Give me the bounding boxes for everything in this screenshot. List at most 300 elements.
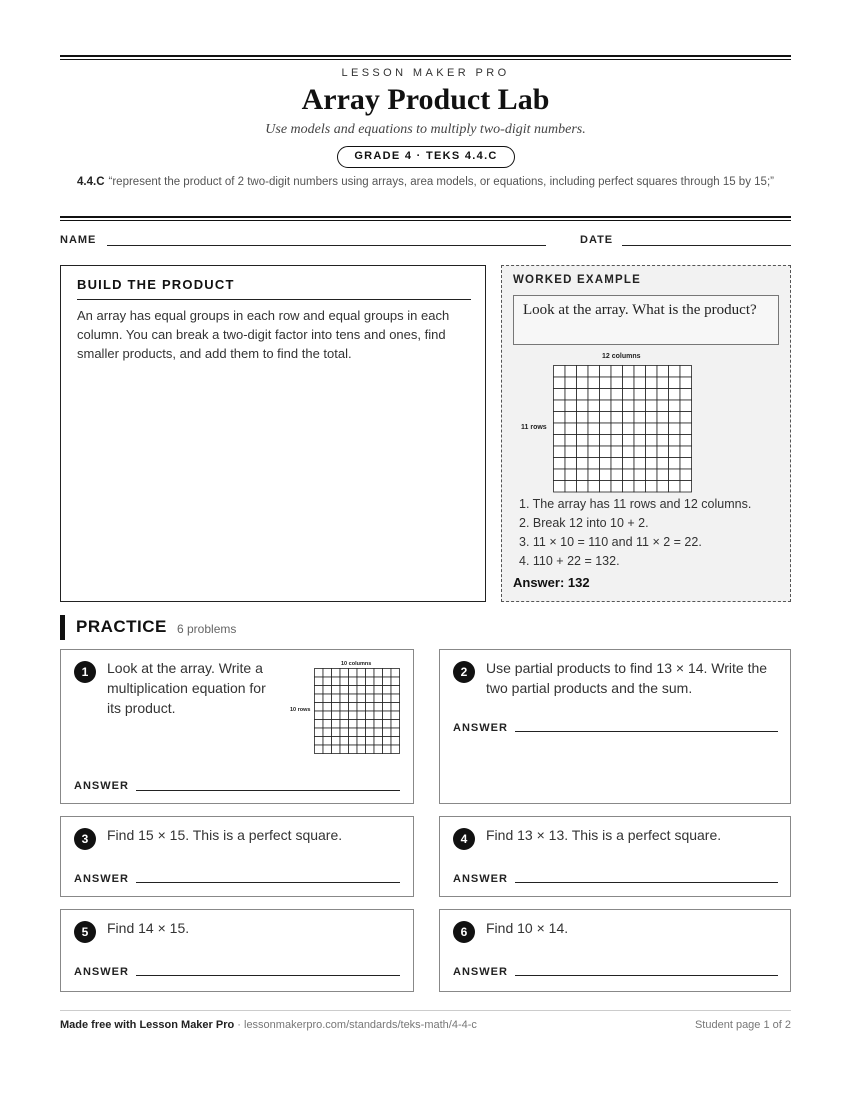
array-cell bbox=[657, 435, 669, 447]
array-cell bbox=[600, 458, 612, 470]
array-cell bbox=[669, 458, 681, 470]
name-field[interactable] bbox=[107, 245, 546, 246]
array-cell bbox=[349, 711, 358, 720]
array-cell bbox=[680, 458, 692, 470]
brand-name: LESSON MAKER PRO bbox=[341, 67, 510, 79]
array-cell bbox=[646, 469, 658, 481]
array-cell bbox=[366, 686, 375, 695]
name-label: NAME bbox=[60, 234, 97, 246]
answer-field-2[interactable] bbox=[515, 731, 778, 732]
array-cell bbox=[366, 728, 375, 737]
array-cell bbox=[577, 481, 589, 493]
array-cell bbox=[577, 400, 589, 412]
array-cell bbox=[349, 694, 358, 703]
array-cell bbox=[323, 720, 332, 729]
problem-card-2 bbox=[439, 649, 791, 804]
array-cell bbox=[600, 377, 612, 389]
answer-label: ANSWER bbox=[453, 873, 508, 885]
array-cell bbox=[565, 389, 577, 401]
array-cell bbox=[332, 669, 341, 678]
array-cell bbox=[588, 481, 600, 493]
array-cell bbox=[554, 377, 566, 389]
array-cell bbox=[332, 711, 341, 720]
array-cell bbox=[646, 400, 658, 412]
array-cell bbox=[349, 728, 358, 737]
array-cell bbox=[315, 745, 324, 754]
array-cell bbox=[623, 423, 635, 435]
array-cell bbox=[611, 469, 623, 481]
array-cell bbox=[391, 694, 400, 703]
array-cell bbox=[565, 423, 577, 435]
array-cell bbox=[611, 435, 623, 447]
array-cell bbox=[349, 686, 358, 695]
array-cell bbox=[634, 469, 646, 481]
array-cell bbox=[588, 389, 600, 401]
array-cell bbox=[680, 446, 692, 458]
array-cell bbox=[366, 737, 375, 746]
array-cell bbox=[588, 435, 600, 447]
array-cell bbox=[588, 412, 600, 424]
array-cell bbox=[323, 745, 332, 754]
array-cell bbox=[383, 745, 392, 754]
array-cell bbox=[323, 694, 332, 703]
answer-label: ANSWER bbox=[74, 873, 129, 885]
array-cell bbox=[554, 366, 566, 378]
array-cell bbox=[554, 412, 566, 424]
array-cell bbox=[623, 458, 635, 470]
array-cell bbox=[374, 703, 383, 712]
array-cell bbox=[669, 446, 681, 458]
answer-field-6[interactable] bbox=[515, 975, 778, 976]
practice-accent-bar bbox=[60, 615, 65, 640]
array-cell bbox=[623, 446, 635, 458]
problem-1-rows-label: 10 rows bbox=[290, 707, 311, 713]
array-cell bbox=[340, 694, 349, 703]
array-cell bbox=[588, 400, 600, 412]
array-cell bbox=[340, 737, 349, 746]
array-cell bbox=[366, 745, 375, 754]
array-cell bbox=[366, 694, 375, 703]
array-cell bbox=[588, 423, 600, 435]
array-cell bbox=[680, 389, 692, 401]
array-cell bbox=[565, 366, 577, 378]
answer-label: ANSWER bbox=[74, 780, 129, 792]
array-cell bbox=[349, 669, 358, 678]
standard-code: 4.4.C bbox=[77, 176, 105, 188]
array-cell bbox=[577, 377, 589, 389]
answer-label: ANSWER bbox=[453, 722, 508, 734]
array-cell bbox=[340, 720, 349, 729]
array-cell bbox=[634, 435, 646, 447]
array-cell bbox=[349, 745, 358, 754]
array-cell bbox=[634, 458, 646, 470]
array-cell bbox=[680, 423, 692, 435]
array-cell bbox=[554, 423, 566, 435]
array-cell bbox=[611, 389, 623, 401]
array-cell bbox=[383, 737, 392, 746]
array-cell bbox=[383, 711, 392, 720]
array-cell bbox=[323, 737, 332, 746]
answer-field-5[interactable] bbox=[136, 975, 400, 976]
practice-count: 6 problems bbox=[177, 622, 237, 636]
array-cell bbox=[646, 366, 658, 378]
build-divider bbox=[77, 299, 471, 300]
array-cell bbox=[332, 728, 341, 737]
array-cell bbox=[332, 703, 341, 712]
answer-field-1[interactable] bbox=[136, 790, 400, 791]
array-cell bbox=[391, 669, 400, 678]
footer-credit bbox=[60, 1019, 477, 1031]
array-cell bbox=[646, 389, 658, 401]
array-cell bbox=[623, 469, 635, 481]
array-cell bbox=[357, 677, 366, 686]
worked-step: 4. 110 + 22 = 132. bbox=[519, 554, 620, 568]
problem-number: 4 bbox=[453, 828, 475, 850]
array-cell bbox=[315, 669, 324, 678]
array-cell bbox=[315, 677, 324, 686]
array-cell bbox=[366, 677, 375, 686]
array-cell bbox=[565, 400, 577, 412]
array-cell bbox=[332, 686, 341, 695]
array-cell bbox=[357, 720, 366, 729]
array-cell bbox=[554, 469, 566, 481]
problem-card-3 bbox=[60, 816, 414, 897]
array-cell bbox=[332, 720, 341, 729]
array-cell bbox=[332, 737, 341, 746]
problem-card-1 bbox=[60, 649, 414, 804]
problem-text: Find 14 × 15. bbox=[107, 920, 190, 936]
array-cell bbox=[600, 469, 612, 481]
array-cell bbox=[374, 669, 383, 678]
array-cell bbox=[669, 389, 681, 401]
array-cell bbox=[565, 481, 577, 493]
array-cell bbox=[357, 703, 366, 712]
array-cell bbox=[611, 412, 623, 424]
array-cell bbox=[657, 389, 669, 401]
array-cell bbox=[577, 412, 589, 424]
array-cell bbox=[623, 481, 635, 493]
array-cell bbox=[600, 412, 612, 424]
array-cell bbox=[611, 446, 623, 458]
array-cell bbox=[357, 737, 366, 746]
array-cell bbox=[646, 377, 658, 389]
problem-number: 5 bbox=[74, 921, 96, 943]
footer-divider bbox=[60, 1010, 791, 1011]
array-cell bbox=[340, 669, 349, 678]
array-cell bbox=[383, 669, 392, 678]
array-cell bbox=[657, 377, 669, 389]
array-cell bbox=[323, 728, 332, 737]
array-cell bbox=[565, 446, 577, 458]
array-cell bbox=[315, 694, 324, 703]
answer-field-4[interactable] bbox=[515, 882, 778, 883]
array-cell bbox=[680, 366, 692, 378]
array-cell bbox=[565, 435, 577, 447]
array-cell bbox=[600, 400, 612, 412]
array-cell bbox=[611, 458, 623, 470]
array-cell bbox=[611, 423, 623, 435]
worksheet-page bbox=[60, 0, 791, 1100]
array-cell bbox=[374, 694, 383, 703]
array-cell bbox=[657, 400, 669, 412]
worked-columns-label: 12 columns bbox=[602, 353, 641, 360]
array-cell bbox=[374, 677, 383, 686]
array-cell bbox=[611, 366, 623, 378]
array-cell bbox=[315, 686, 324, 695]
date-label: DATE bbox=[580, 234, 614, 246]
answer-label: ANSWER bbox=[453, 966, 508, 978]
array-cell bbox=[332, 745, 341, 754]
array-cell bbox=[600, 389, 612, 401]
array-cell bbox=[323, 669, 332, 678]
array-cell bbox=[366, 669, 375, 678]
answer-field-3[interactable] bbox=[136, 882, 400, 883]
date-field[interactable] bbox=[622, 245, 791, 246]
array-cell bbox=[680, 377, 692, 389]
array-cell bbox=[657, 481, 669, 493]
problem-number: 1 bbox=[74, 661, 96, 683]
array-cell bbox=[646, 458, 658, 470]
array-cell bbox=[646, 435, 658, 447]
practice-title: PRACTICE bbox=[76, 617, 167, 636]
array-cell bbox=[340, 711, 349, 720]
array-cell bbox=[315, 737, 324, 746]
array-cell bbox=[565, 412, 577, 424]
array-cell bbox=[588, 469, 600, 481]
array-cell bbox=[657, 446, 669, 458]
array-cell bbox=[565, 458, 577, 470]
array-cell bbox=[577, 366, 589, 378]
worked-step: 1. The array has 11 rows and 12 columns. bbox=[519, 497, 752, 511]
array-cell bbox=[565, 377, 577, 389]
array-cell bbox=[357, 711, 366, 720]
array-cell bbox=[349, 703, 358, 712]
array-cell bbox=[565, 469, 577, 481]
array-cell bbox=[669, 469, 681, 481]
array-cell bbox=[634, 366, 646, 378]
array-cell bbox=[391, 711, 400, 720]
array-cell bbox=[383, 686, 392, 695]
array-cell bbox=[680, 435, 692, 447]
array-cell bbox=[357, 728, 366, 737]
array-cell bbox=[332, 694, 341, 703]
array-cell bbox=[315, 728, 324, 737]
problem-1-columns-label: 10 columns bbox=[341, 661, 372, 667]
array-cell bbox=[383, 694, 392, 703]
array-cell bbox=[383, 720, 392, 729]
problem-text: Use partial products to find 13 × 14. Write the two partial products and the sum. bbox=[486, 660, 768, 696]
array-cell bbox=[657, 366, 669, 378]
array-cell bbox=[577, 389, 589, 401]
array-cell bbox=[577, 458, 589, 470]
worked-rows-label: 11 rows bbox=[521, 424, 547, 431]
array-cell bbox=[588, 366, 600, 378]
array-cell bbox=[374, 737, 383, 746]
array-cell bbox=[383, 677, 392, 686]
array-cell bbox=[669, 481, 681, 493]
worked-step: 2. Break 12 into 10 + 2. bbox=[519, 516, 649, 530]
problem-card-6 bbox=[439, 909, 791, 992]
problem-1-array bbox=[314, 668, 400, 754]
worked-example-answer: Answer: 132 bbox=[513, 575, 590, 590]
problem-number: 2 bbox=[453, 661, 475, 683]
array-cell bbox=[323, 677, 332, 686]
array-cell bbox=[646, 446, 658, 458]
worked-example-title: WORKED EXAMPLE bbox=[513, 274, 641, 286]
array-cell bbox=[611, 400, 623, 412]
array-cell bbox=[323, 686, 332, 695]
array-cell bbox=[391, 728, 400, 737]
array-cell bbox=[634, 400, 646, 412]
worked-example-question: Look at the array. What is the product? bbox=[513, 295, 779, 345]
array-cell bbox=[646, 423, 658, 435]
array-cell bbox=[669, 377, 681, 389]
array-cell bbox=[588, 377, 600, 389]
array-cell bbox=[554, 400, 566, 412]
worked-step: 3. 11 × 10 = 110 and 11 × 2 = 22. bbox=[519, 535, 702, 549]
array-cell bbox=[340, 728, 349, 737]
array-cell bbox=[340, 703, 349, 712]
array-cell bbox=[680, 469, 692, 481]
array-cell bbox=[391, 703, 400, 712]
footer-url[interactable]: · lessonmakerpro.com/standards/teks-math/4-4-c bbox=[234, 1019, 477, 1031]
problem-text: Find 10 × 14. bbox=[486, 920, 569, 936]
problem-card-5 bbox=[60, 909, 414, 992]
array-cell bbox=[600, 446, 612, 458]
array-cell bbox=[657, 458, 669, 470]
problem-text: Look at the array. Write a multiplication equation for its product. bbox=[107, 660, 266, 716]
array-cell bbox=[669, 423, 681, 435]
array-cell bbox=[391, 745, 400, 754]
array-cell bbox=[340, 677, 349, 686]
problem-number: 3 bbox=[74, 828, 96, 850]
array-cell bbox=[340, 686, 349, 695]
array-cell bbox=[646, 412, 658, 424]
array-cell bbox=[332, 677, 341, 686]
array-cell bbox=[588, 458, 600, 470]
array-cell bbox=[349, 720, 358, 729]
array-cell bbox=[554, 458, 566, 470]
array-cell bbox=[357, 669, 366, 678]
array-cell bbox=[680, 481, 692, 493]
array-cell bbox=[634, 423, 646, 435]
array-cell bbox=[657, 469, 669, 481]
array-cell bbox=[366, 703, 375, 712]
answer-label: ANSWER bbox=[74, 966, 129, 978]
array-cell bbox=[374, 711, 383, 720]
array-cell bbox=[554, 446, 566, 458]
array-cell bbox=[554, 389, 566, 401]
array-cell bbox=[349, 737, 358, 746]
array-cell bbox=[357, 694, 366, 703]
array-cell bbox=[374, 745, 383, 754]
array-cell bbox=[634, 481, 646, 493]
standard-text: “represent the product of 2 two-digit numbers using arrays, area models, or equations, including perfect squares through 15 by 15;” bbox=[108, 176, 774, 188]
array-cell bbox=[323, 711, 332, 720]
build-title: BUILD THE PRODUCT bbox=[77, 277, 235, 292]
array-cell bbox=[600, 435, 612, 447]
array-cell bbox=[600, 366, 612, 378]
build-explanation: An array has equal groups in each row and equal groups in each column. You can break a two-digit factor into tens and ones, find smaller products, and add them to find the total. bbox=[77, 308, 450, 361]
array-cell bbox=[623, 366, 635, 378]
array-cell bbox=[315, 703, 324, 712]
problem-text: Find 15 × 15. This is a perfect square. bbox=[107, 827, 343, 843]
array-cell bbox=[634, 412, 646, 424]
array-cell bbox=[315, 720, 324, 729]
array-cell bbox=[634, 446, 646, 458]
array-cell bbox=[669, 366, 681, 378]
array-cell bbox=[374, 728, 383, 737]
array-cell bbox=[577, 469, 589, 481]
array-cell bbox=[657, 423, 669, 435]
array-cell bbox=[680, 400, 692, 412]
array-cell bbox=[611, 481, 623, 493]
array-cell bbox=[577, 446, 589, 458]
footer-page-number: Student page 1 of 2 bbox=[694, 1019, 791, 1031]
array-cell bbox=[623, 400, 635, 412]
page-subtitle: Use models and equations to multiply two-digit numbers. bbox=[265, 122, 586, 137]
array-cell bbox=[391, 720, 400, 729]
grade-badge: GRADE 4 · TEKS 4.4.C bbox=[337, 146, 515, 168]
array-cell bbox=[669, 400, 681, 412]
array-cell bbox=[366, 720, 375, 729]
array-cell bbox=[623, 389, 635, 401]
worked-example-panel bbox=[501, 265, 791, 602]
header-top-rule bbox=[60, 55, 791, 57]
array-cell bbox=[588, 446, 600, 458]
array-cell bbox=[366, 711, 375, 720]
array-cell bbox=[577, 435, 589, 447]
array-cell bbox=[600, 481, 612, 493]
array-cell bbox=[577, 423, 589, 435]
build-the-product-panel bbox=[60, 265, 486, 602]
array-cell bbox=[554, 435, 566, 447]
array-cell bbox=[391, 686, 400, 695]
array-cell bbox=[623, 377, 635, 389]
array-cell bbox=[646, 481, 658, 493]
footer-made-with: Made free with Lesson Maker Pro bbox=[60, 1019, 235, 1031]
array-cell bbox=[374, 686, 383, 695]
array-cell bbox=[340, 745, 349, 754]
problem-text: Find 13 × 13. This is a perfect square. bbox=[486, 827, 722, 843]
array-cell bbox=[623, 412, 635, 424]
array-cell bbox=[383, 728, 392, 737]
worked-example-steps bbox=[519, 495, 787, 571]
page-title: Array Product Lab bbox=[301, 83, 550, 116]
array-cell bbox=[623, 435, 635, 447]
problem-number: 6 bbox=[453, 921, 475, 943]
array-cell bbox=[315, 711, 324, 720]
array-cell bbox=[634, 389, 646, 401]
array-cell bbox=[554, 481, 566, 493]
standard-description bbox=[60, 174, 791, 191]
problem-card-4 bbox=[439, 816, 791, 897]
array-cell bbox=[669, 435, 681, 447]
array-cell bbox=[391, 737, 400, 746]
array-cell bbox=[374, 720, 383, 729]
array-cell bbox=[383, 703, 392, 712]
array-cell bbox=[357, 686, 366, 695]
array-cell bbox=[600, 423, 612, 435]
header-bottom-rule bbox=[60, 216, 791, 218]
array-cell bbox=[611, 377, 623, 389]
array-cell bbox=[634, 377, 646, 389]
array-cell bbox=[680, 412, 692, 424]
array-cell bbox=[657, 412, 669, 424]
array-cell bbox=[323, 703, 332, 712]
array-cell bbox=[357, 745, 366, 754]
worked-example-array bbox=[553, 365, 692, 493]
